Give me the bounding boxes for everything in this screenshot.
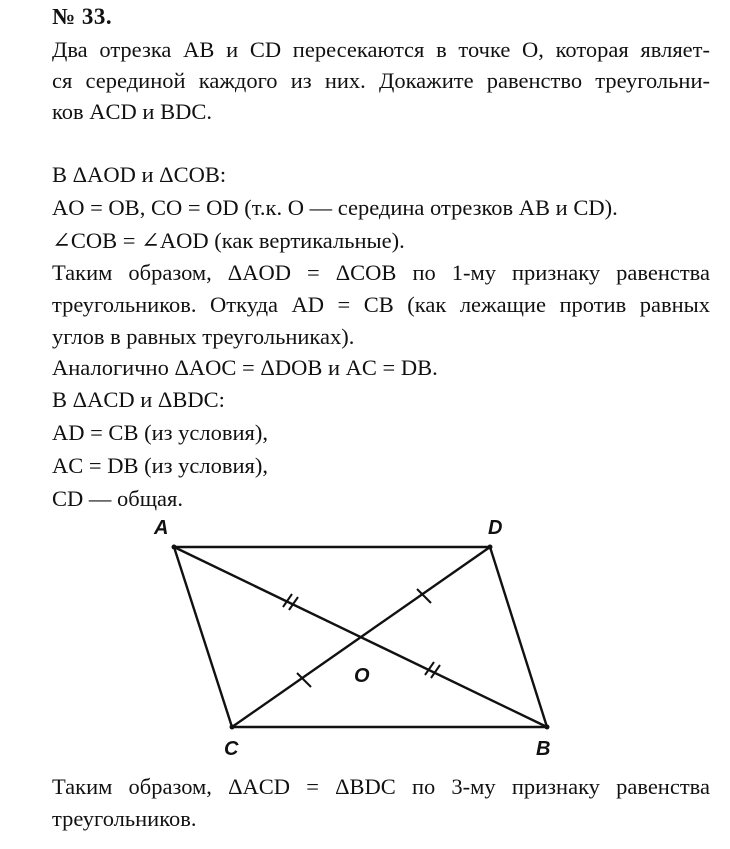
conclusion-line-1: Таким образом, ΔACD = ΔBDC по 3-му признаку равенства bbox=[52, 774, 710, 799]
solution-line-6: углов в равных треугольниках). bbox=[52, 324, 355, 349]
solution-line-10: AC = DB (из условия), bbox=[52, 453, 268, 478]
segment-CD bbox=[232, 547, 490, 727]
solution-line-7: Аналогично ΔAOC = ΔDOB и AC = DB. bbox=[52, 355, 438, 380]
point-D bbox=[488, 545, 493, 550]
solution-line-9: AD = CB (из условия), bbox=[52, 420, 268, 445]
statement-line-3: ков ACD и BDC. bbox=[52, 99, 212, 124]
solution-line-3: ∠COB = ∠AOD (как вертикальные). bbox=[52, 228, 405, 253]
solution-line-11: CD — общая. bbox=[52, 486, 183, 511]
statement-line-1: Два отрезка AB и CD пересекаются в точке O, которая являет- bbox=[52, 37, 710, 62]
label-D: D bbox=[488, 517, 503, 539]
label-A: A bbox=[154, 517, 169, 539]
solution-line-5: треугольников. Откуда AD = CB (как лежащие против равных bbox=[52, 292, 710, 317]
solution-line-1: В ΔAOD и ΔCOB: bbox=[52, 162, 227, 187]
solution-line-4: Таким образом, ΔAOD = ΔCOB по 1-му признаку равенства bbox=[52, 260, 710, 285]
solution-line-8: В ΔACD и ΔBDC: bbox=[52, 387, 225, 412]
solution-line-2: AO = OB, CO = OD (т.к. O — середина отрезков AB и CD). bbox=[52, 195, 618, 220]
conclusion-line-2: треугольников. bbox=[52, 806, 197, 831]
label-O: O bbox=[354, 665, 370, 687]
label-B: B bbox=[536, 738, 551, 760]
problem-number: № 33. bbox=[52, 4, 113, 29]
statement-line-2: ся серединой каждого из них. Докажите равенство треугольни- bbox=[52, 68, 710, 93]
point-A bbox=[172, 545, 177, 550]
label-C: C bbox=[224, 738, 239, 760]
parallelogram-figure bbox=[140, 510, 580, 770]
point-B bbox=[545, 725, 550, 730]
point-C bbox=[230, 725, 235, 730]
segment-CA bbox=[174, 547, 232, 727]
geometry-diagram bbox=[140, 510, 580, 770]
segment-DB bbox=[490, 547, 547, 727]
